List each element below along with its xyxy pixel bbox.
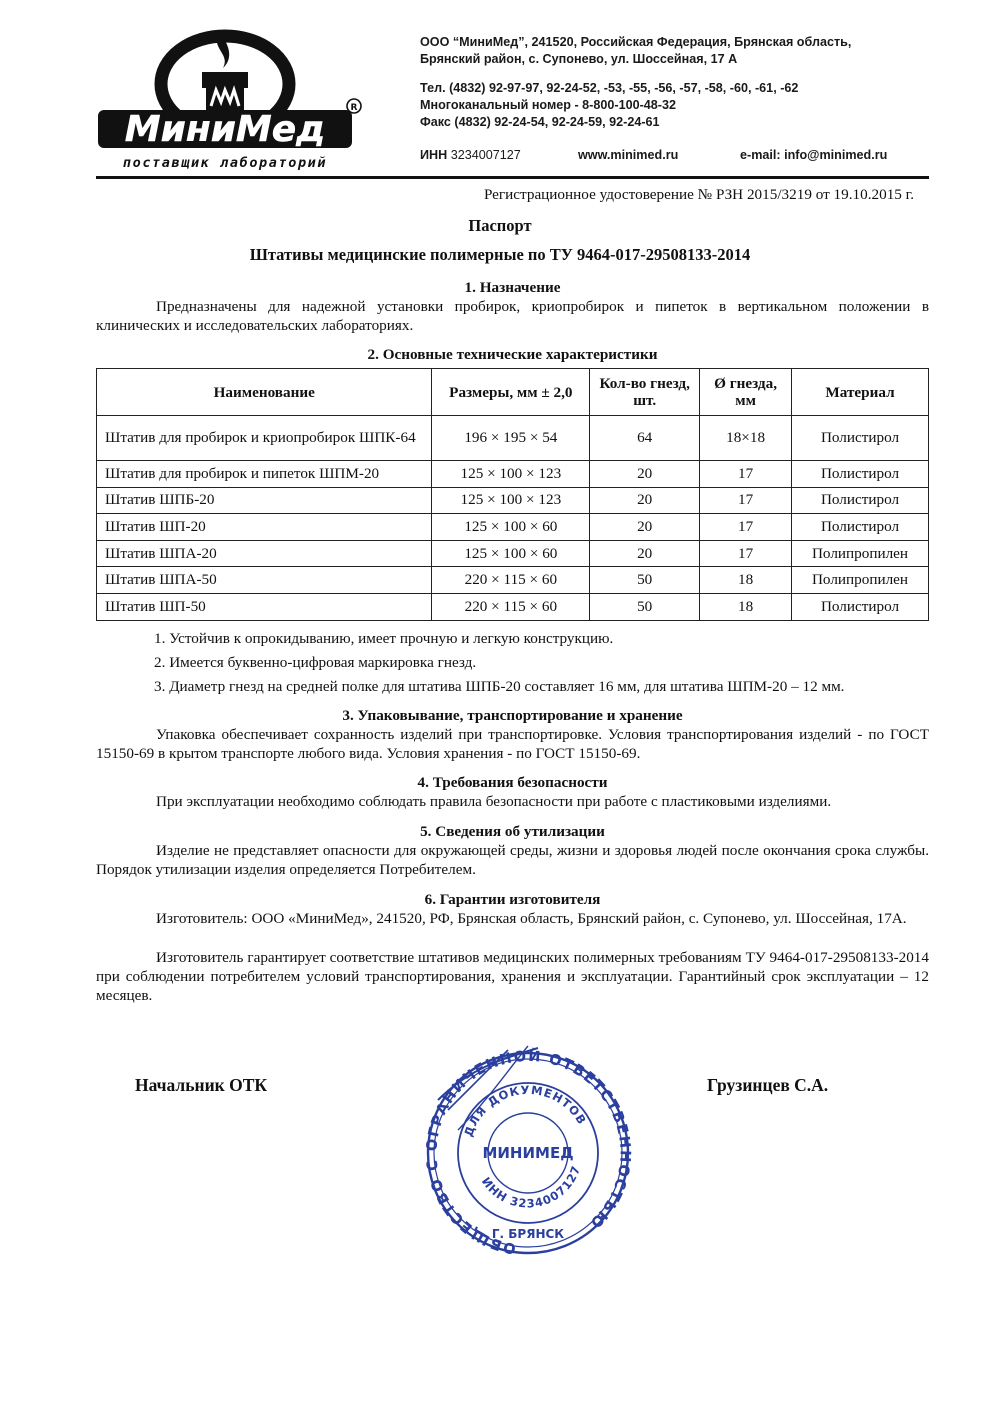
stamp-inn: ИНН 3234007127 [478,1163,584,1211]
inn-label: ИНН [420,148,448,162]
section-4-heading: 4. Требования безопасности [417,774,608,791]
company-multichannel: Многоканальный номер - 8-800-100-48-32 [420,98,676,112]
cell-diameter: 17 [700,487,792,514]
cell-diameter: 17 [700,540,792,567]
col-header-count: Кол-во гнезд, шт. [590,369,700,416]
company-fax: Факс (4832) 92-24-54, 92-24-59, 92-24-61 [420,115,660,129]
cell-size: 125 × 100 × 60 [432,514,590,541]
cell-material: Полистирол [792,514,929,541]
cell-name: Штатив ШПА-20 [97,540,432,567]
section-3-text: Упаковка обеспечивает сохранность изделий при транспортировке. Условия транспортирования изделий - по ГОСТ 15150-69 в крытом транспорте любого вида. Условия хранения - по ГОСТ 15150-69. [96,726,929,762]
svg-text:ИНН 3234007127 [479,1163,583,1210]
col-header-diameter: Ø гнезда, мм [700,369,792,416]
col-header-name: Наименование [97,369,432,416]
section-2-heading: 2. Основные технические характеристики [367,346,658,363]
cell-count: 50 [590,593,700,620]
cell-count: 20 [590,461,700,488]
document-subtitle: Штативы медицинские полимерные по ТУ 9464-017-29508133-2014 [249,245,751,264]
cell-count: 20 [590,514,700,541]
cell-diameter: 17 [700,514,792,541]
stamp-center: МИНИМЕД [482,1144,574,1162]
note-item: 1. Устойчив к опрокидыванию, имеет прочную и легкую конструкцию. [154,630,614,647]
cell-name: Штатив ШП-50 [97,593,432,620]
cell-count: 50 [590,567,700,594]
col-header-material: Материал [792,369,929,416]
cell-diameter: 17 [700,461,792,488]
cell-size: 125 × 100 × 123 [432,487,590,514]
svg-text:R: R [350,103,358,113]
table-row [97,514,929,541]
table-row [97,487,929,514]
stamp-outer-text: ОБЩЕСТВО С ОГРАНИЧЕННОЙ ОТВЕТСТВЕННОСТЬЮ [424,1048,633,1257]
cell-material: Полипропилен [792,567,929,594]
website-link[interactable]: www.minimed.ru [578,148,679,162]
cell-count: 20 [590,540,700,567]
cell-size: 196 × 195 × 54 [432,416,590,461]
table-row [97,593,929,620]
company-contacts [420,148,910,162]
table-row [97,540,929,567]
stamp-inner-top: ДЛЯ ДОКУМЕНТОВ [461,1082,590,1139]
cell-count: 64 [590,416,700,461]
table-header-row [97,369,929,416]
logo-tagline: поставщик лабораторий [122,155,328,171]
cell-name: Штатив ШП-20 [97,514,432,541]
cell-diameter: 18 [700,567,792,594]
cell-material: Полистирол [792,593,929,620]
company-address-line1: ООО “МиниМед”, 241520, Российская Федерация, Брянская область, [420,35,852,49]
cell-size: 220 × 115 × 60 [432,593,590,620]
registration-certificate: Регистрационное удостоверение № РЗН 2015/3219 от 19.10.2015 г. [483,186,914,203]
section-1-text: Предназначены для надежной установки пробирок, криопробирок и пипеток в вертикальном положении в клинических и исследовательских лабораториях. [96,298,929,334]
section-5-heading: 5. Сведения об утилизации [420,823,605,840]
cell-name: Штатив ШПА-50 [97,567,432,594]
minimed-logo [92,26,372,174]
cell-name: Штатив ШПБ-20 [97,487,432,514]
cell-name: Штатив для пробирок и пипеток ШПМ-20 [97,461,432,488]
section-1-heading: 1. Назначение [464,279,561,296]
cell-name: Штатив для пробирок и криопробирок ШПК-64 [97,416,432,461]
cell-material: Полистирол [792,461,929,488]
table-row [97,567,929,594]
signature-name: Грузинцев С.А. [707,1075,829,1095]
cell-size: 220 × 115 × 60 [432,567,590,594]
cell-material: Полистирол [792,416,929,461]
section-3-heading: 3. Упаковывание, транспортирование и хранение [342,707,683,724]
cell-material: Полистирол [792,487,929,514]
note-item: 3. Диаметр гнезд на средней полке для штатива ШПБ-20 составляет 16 мм, для штатива ШПМ-20 – 12 мм. [154,678,845,695]
col-header-size: Размеры, мм ± 2,0 [432,369,590,416]
logo-wordmark: МиниМед [124,109,326,150]
table-row [97,416,929,461]
section-6-heading: 6. Гарантии изготовителя [424,891,601,908]
cell-count: 20 [590,487,700,514]
svg-text:ДЛЯ ДОКУМЕНТОВ [461,1083,589,1139]
company-address-line2: Брянский район, с. Супонево, ул. Шоссейная, 17 А [420,52,738,66]
section-6-text-1: Изготовитель: ООО «МиниМед», 241520, РФ, Брянская область, Брянский район, с. Супонево, ул. Шоссейная, 17А. [156,910,907,927]
note-item: 2. Имеется буквенно-цифровая маркировка гнезд. [154,654,477,671]
header-divider [96,176,929,179]
inn-value: 3234007127 [450,148,521,162]
cell-material: Полипропилен [792,540,929,567]
company-stamp [418,1040,638,1265]
section-4-text: При эксплуатации необходимо соблюдать правила безопасности при работе с пластиковыми изделиями. [156,793,832,810]
email-link[interactable]: e-mail: info@minimed.ru [740,148,888,162]
company-phone: Тел. (4832) 92-97-97, 92-24-52, -53, -55, -56, -57, -58, -60, -61, -62 [420,81,799,95]
cell-diameter: 18×18 [700,416,792,461]
cell-size: 125 × 100 × 60 [432,540,590,567]
table-row [97,461,929,488]
cell-size: 125 × 100 × 123 [432,461,590,488]
company-info [420,34,940,131]
cell-diameter: 18 [700,593,792,620]
document-title: Паспорт [468,216,532,235]
section-6-text-2: Изготовитель гарантирует соответствие штативов медицинских полимерных требованиям ТУ 9464-017-29508133-2014 при соблюдении потребителем условий транспортирования, хранения и эксплуатации. Гарантийный срок эксплуатации – 12 месяцев. [96,949,929,1004]
specs-table [96,368,929,621]
stamp-city: Г. БРЯНСК [491,1227,565,1241]
section-5-text: Изделие не представляет опасности для окружающей среды, жизни и здоровья людей после окончания срока службы. Порядок утилизации изделия определяется Потребителем. [96,842,929,878]
signature-position: Начальник ОТК [135,1075,268,1095]
